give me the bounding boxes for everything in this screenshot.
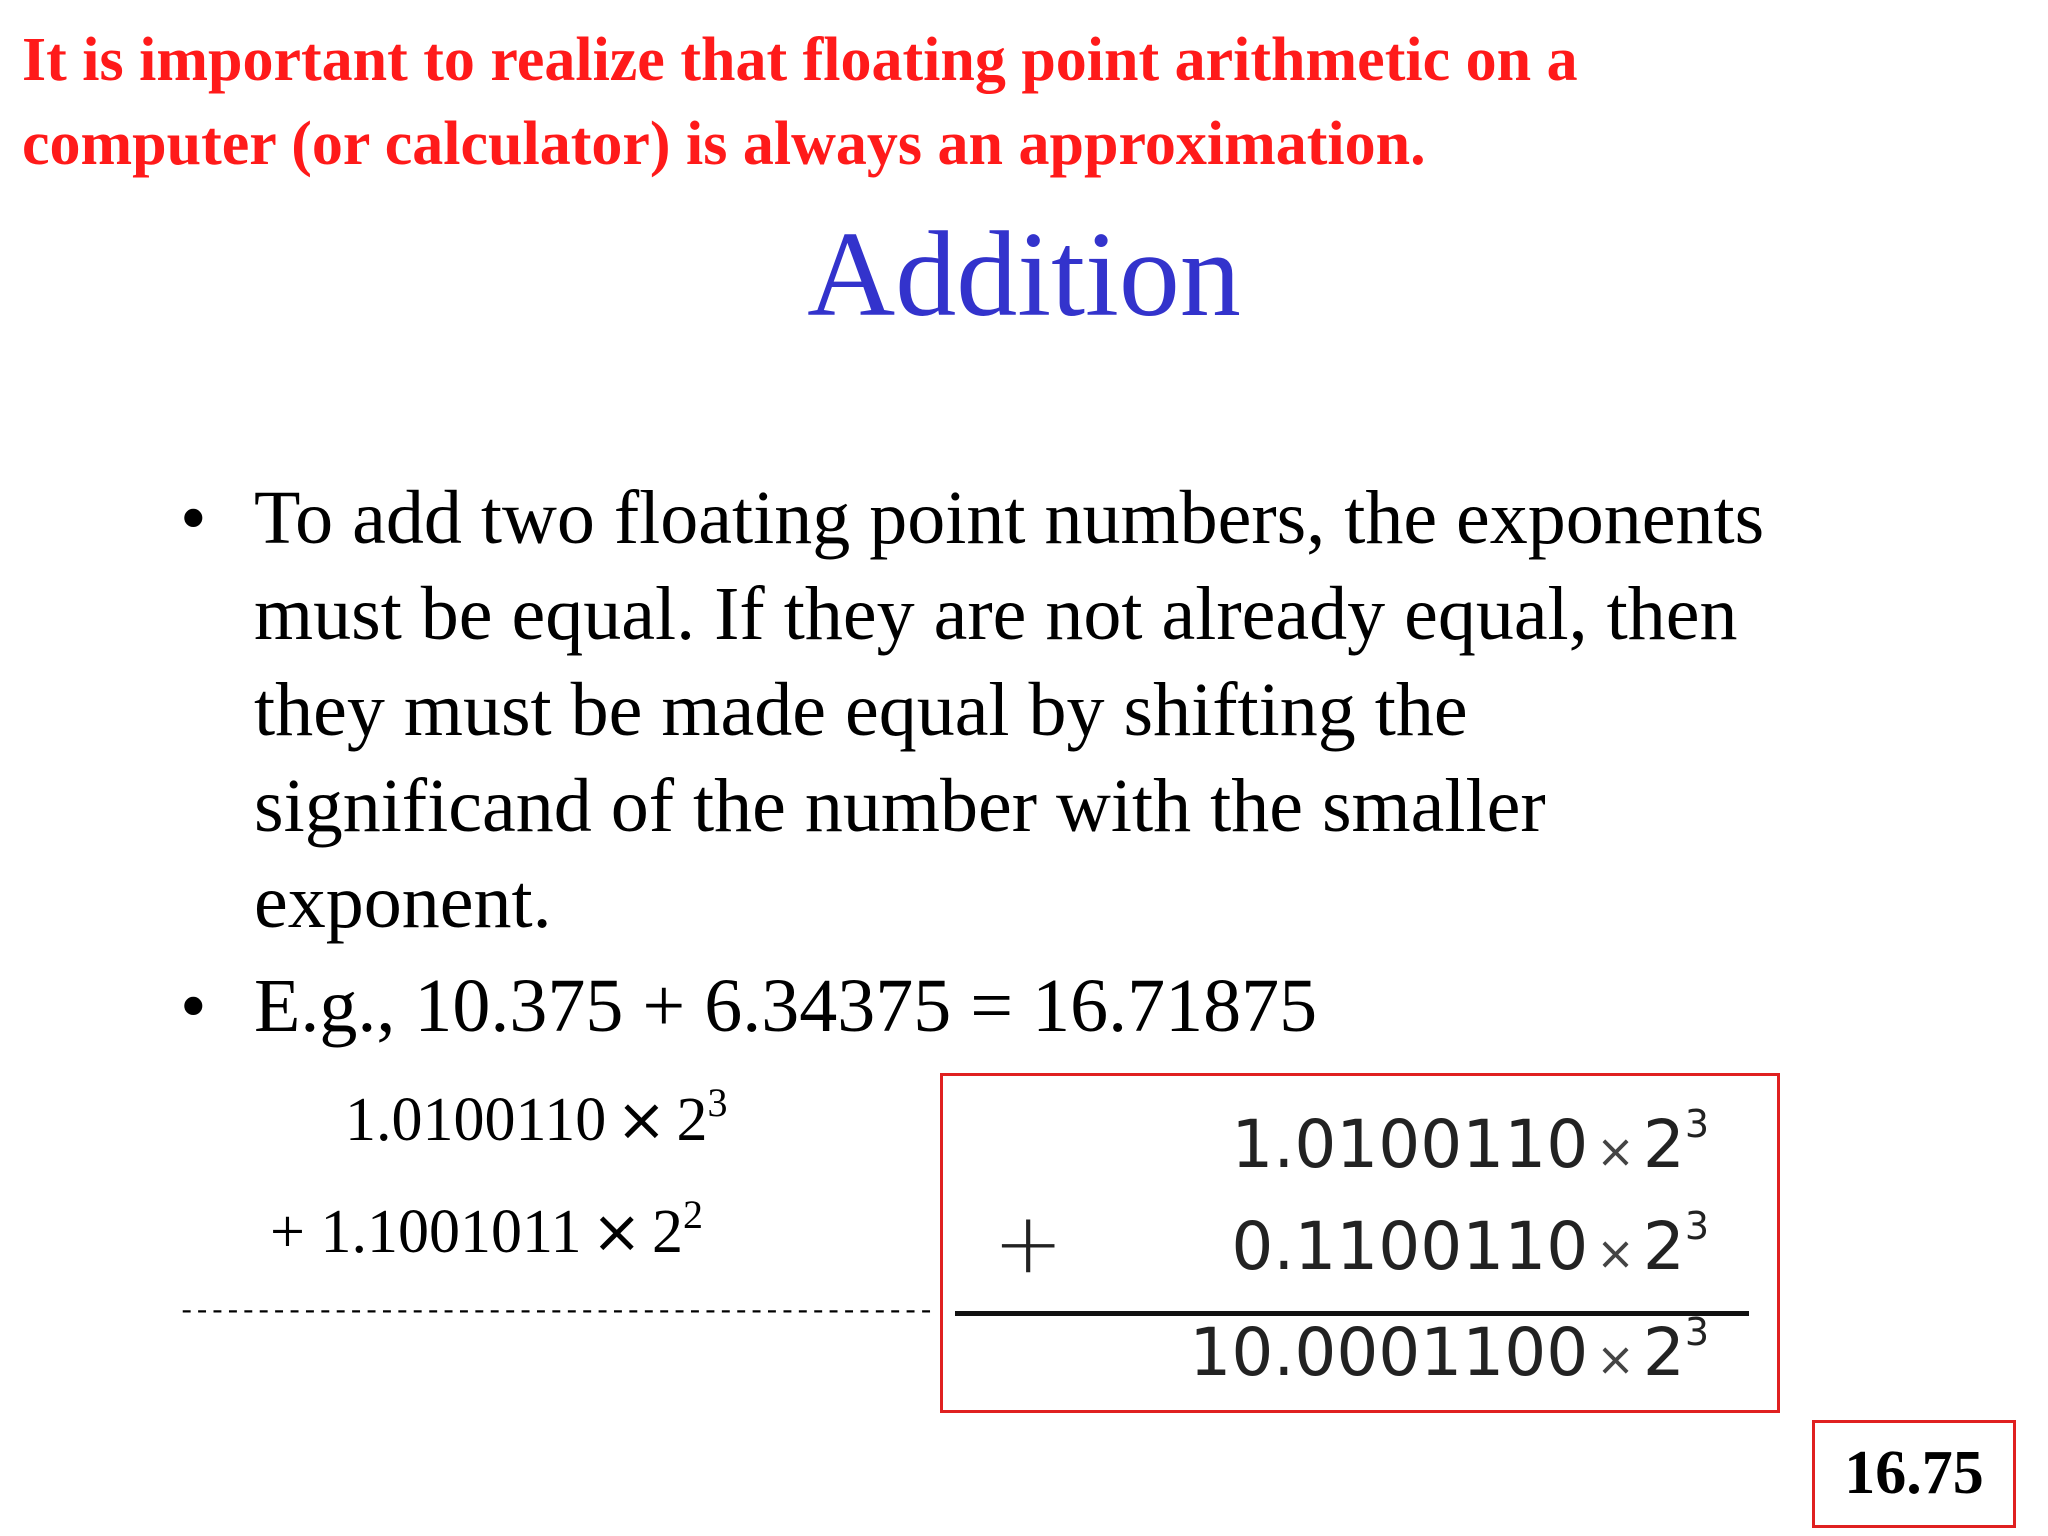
operand-row-2: [270, 1192, 703, 1272]
aligned-mantissa: 0.1100110: [1231, 1208, 1589, 1285]
aligned-row-1: [1231, 1102, 1709, 1183]
bullet-item: [170, 958, 1890, 1054]
slide-title: Addition: [807, 207, 1241, 342]
aligned-exponent: 3: [1684, 1102, 1709, 1146]
times-symbol: ×: [1596, 1124, 1635, 1178]
warning-line-1: It is important to realize that floating point arithmetic on a: [22, 26, 1578, 94]
operand-mantissa: 1.0100110: [345, 1086, 607, 1154]
bullet-text-line: E.g., 10.375 + 6.34375 = 16.71875: [254, 964, 1318, 1048]
bullet-icon: •: [180, 964, 207, 1048]
operand-exponent: 2: [682, 1192, 703, 1237]
aligned-base: 2: [1642, 1106, 1685, 1183]
bullet-item: [170, 470, 1890, 950]
operand-row-1: [345, 1080, 727, 1160]
times-symbol: ×: [591, 1197, 642, 1267]
times-symbol: ×: [616, 1085, 667, 1155]
warning-line-2: computer (or calculator) is always an approximation.: [22, 110, 1426, 178]
dashed-divider: -------------------------------------------------: [178, 1295, 933, 1328]
times-symbol: ×: [1596, 1332, 1635, 1386]
operand-mantissa: 1.1001011: [320, 1198, 582, 1266]
sum-exponent: 3: [1684, 1310, 1709, 1354]
aligned-exponent: 3: [1684, 1204, 1709, 1248]
bullet-text-line: significand of the number with the smaller: [254, 764, 1546, 848]
bullet-text-line: exponent.: [254, 860, 552, 944]
aligned-row-2: [1231, 1204, 1709, 1285]
bullet-text-line: they must be made equal by shifting the: [254, 668, 1468, 752]
sum-base: 2: [1642, 1314, 1685, 1391]
operand-exponent: 3: [707, 1080, 728, 1125]
plus-sign: +: [993, 1194, 1064, 1292]
result-value-box: 16.75: [1812, 1420, 2016, 1528]
operand-base: 2: [676, 1086, 708, 1154]
bullet-text-line: To add two floating point numbers, the exponents: [254, 476, 1765, 560]
bullet-list: [170, 470, 1890, 1054]
operand-prefix: +: [270, 1198, 321, 1266]
sum-mantissa: 10.0001100: [1189, 1314, 1589, 1391]
sum-row: [1189, 1310, 1709, 1391]
warning-note: [22, 18, 1922, 186]
aligned-addition-box: [940, 1073, 1780, 1413]
bullet-text-line: must be equal. If they are not already equal, then: [254, 572, 1738, 656]
times-symbol: ×: [1596, 1226, 1635, 1280]
aligned-mantissa: 1.0100110: [1231, 1106, 1589, 1183]
bullet-icon: •: [180, 476, 207, 560]
aligned-base: 2: [1642, 1208, 1685, 1285]
operand-base: 2: [651, 1198, 683, 1266]
